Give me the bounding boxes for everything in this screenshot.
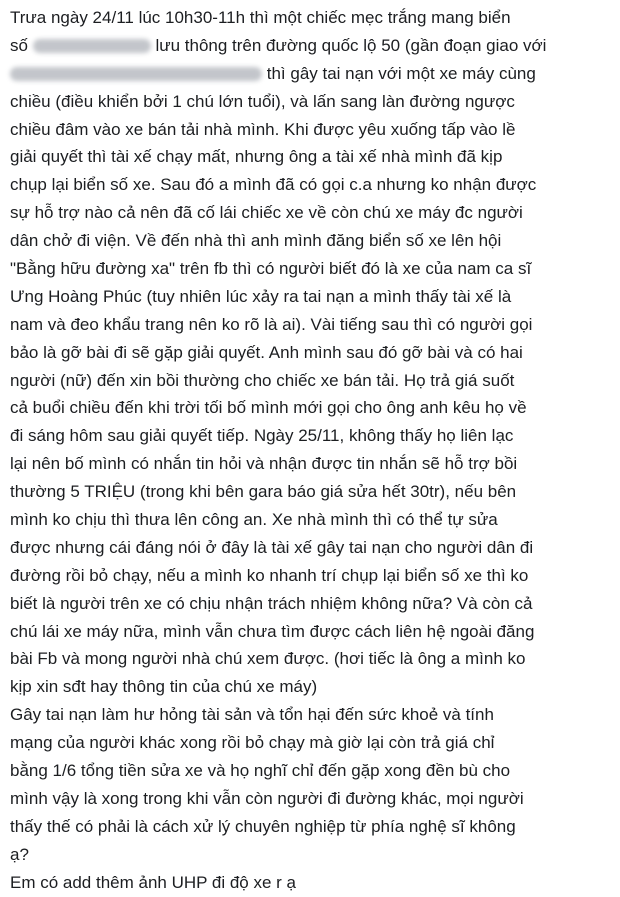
post-line-text: lưu thông trên đường quốc lộ 50 (gần đoạn giao với xyxy=(155,35,547,55)
post-paragraph-1 xyxy=(10,4,616,701)
license-plate-blur xyxy=(33,39,151,53)
post-line xyxy=(10,32,616,60)
post-line: biết là người trên xe có chịu nhận trách nhiệm không nữa? Và còn cả xyxy=(10,593,533,613)
post-line: lại nên bố mình có nhắn tin hỏi và nhận được tin nhắn sẽ hỗ trợ bồi xyxy=(10,454,518,474)
post-line: chú lái xe máy nữa, mình vẫn chưa tìm được cách liên hệ ngoài đăng xyxy=(10,621,535,641)
post-line: chiều đâm vào xe bán tải nhà mình. Khi được yêu xuống tấp vào lề xyxy=(10,119,516,139)
post-line: Gây tai nạn làm hư hỏng tài sản và tổn hại đến sức khoẻ và tính xyxy=(10,705,494,725)
post-line: Ưng Hoàng Phúc (tuy nhiên lúc xảy ra tai nạn a mình thấy tài xế là xyxy=(10,286,512,306)
post-line: cả buổi chiều đến khi trời tối bố mình mới gọi cho ông anh kêu họ về xyxy=(10,398,527,418)
post-paragraph-3 xyxy=(10,869,616,897)
post-line: mạng của người khác xong rồi bỏ chạy mà giờ lại còn trả giá chỉ xyxy=(10,733,495,753)
post-line: "Bằng hữu đường xa" trên fb thì có người biết đó là xe của nam ca sĩ xyxy=(10,259,532,279)
post-line: ạ? xyxy=(10,844,29,864)
post-line: bằng 1/6 tổng tiền sửa xe và họ nghĩ chỉ đến gặp xong đền bù cho xyxy=(10,761,511,781)
post-line: sự hỗ trợ nào cả nên đã cố lái chiếc xe về còn chú xe máy đc người xyxy=(10,203,523,223)
location-blur xyxy=(10,67,262,81)
post-line: thấy thế có phải là cách xử lý chuyên nghiệp từ phía nghệ sĩ không xyxy=(10,816,516,836)
post-line: kịp xin sđt hay thông tin của chú xe máy) xyxy=(10,677,318,697)
post-line: chiều (điều khiển bởi 1 chú lớn tuổi), và lấn sang làn đường ngược xyxy=(10,91,515,111)
post-line: người (nữ) đến xin bồi thường cho chiếc xe bán tải. Họ trả giá suốt xyxy=(10,370,515,390)
post-line: Trưa ngày 24/11 lúc 10h30-11h thì một chiếc mẹc trắng mang biển xyxy=(10,8,511,27)
post-line: bảo là gỡ bài đi sẽ gặp giải quyết. Anh mình sau đó gỡ bài và có hai xyxy=(10,342,523,362)
post-paragraph-2 xyxy=(10,701,616,868)
post-line: nam và đeo khẩu trang nên ko rõ là ai). Vài tiếng sau thì có người gọi xyxy=(10,314,533,334)
post-line xyxy=(10,60,616,88)
post-line: đi sáng hôm sau giải quyết tiếp. Ngày 25/11, không thấy họ liên lạc xyxy=(10,426,514,446)
post-line: mình ko chịu thì thưa lên công an. Xe nhà mình thì có thể tự sửa xyxy=(10,510,498,530)
post-line: bài Fb và mong người nhà chú xem được. (hơi tiếc là ông a mình ko xyxy=(10,649,526,669)
post-line: chụp lại biển số xe. Sau đó a mình đã có gọi c.a nhưng ko nhận được xyxy=(10,175,537,195)
post-text xyxy=(10,4,616,897)
post-line: mình vậy là xong trong khi vẫn còn người đi đường khác, mọi người xyxy=(10,788,524,808)
post-line: giải quyết thì tài xế chạy mất, nhưng ông a tài xế nhà mình đã kịp xyxy=(10,147,503,167)
post-line: Em có add thêm ảnh UHP đi độ xe r ạ xyxy=(10,872,297,892)
post-line-text: số xyxy=(10,35,28,55)
post-line: đường rồi bỏ chạy, nếu a mình ko nhanh trí chụp lại biển số xe thì ko xyxy=(10,565,529,585)
post-line: thường 5 TRIỆU (trong khi bên gara báo giá sửa hết 30tr), nếu bên xyxy=(10,482,517,502)
post-line-text: thì gây tai nạn với một xe máy cùng xyxy=(266,63,536,83)
post-line: được nhưng cái đáng nói ở đây là tài xế gây tai nạn cho người dân đi xyxy=(10,537,534,557)
post-line: dân chở đi viện. Về đến nhà thì anh mình đăng biển số xe lên hội xyxy=(10,231,502,251)
